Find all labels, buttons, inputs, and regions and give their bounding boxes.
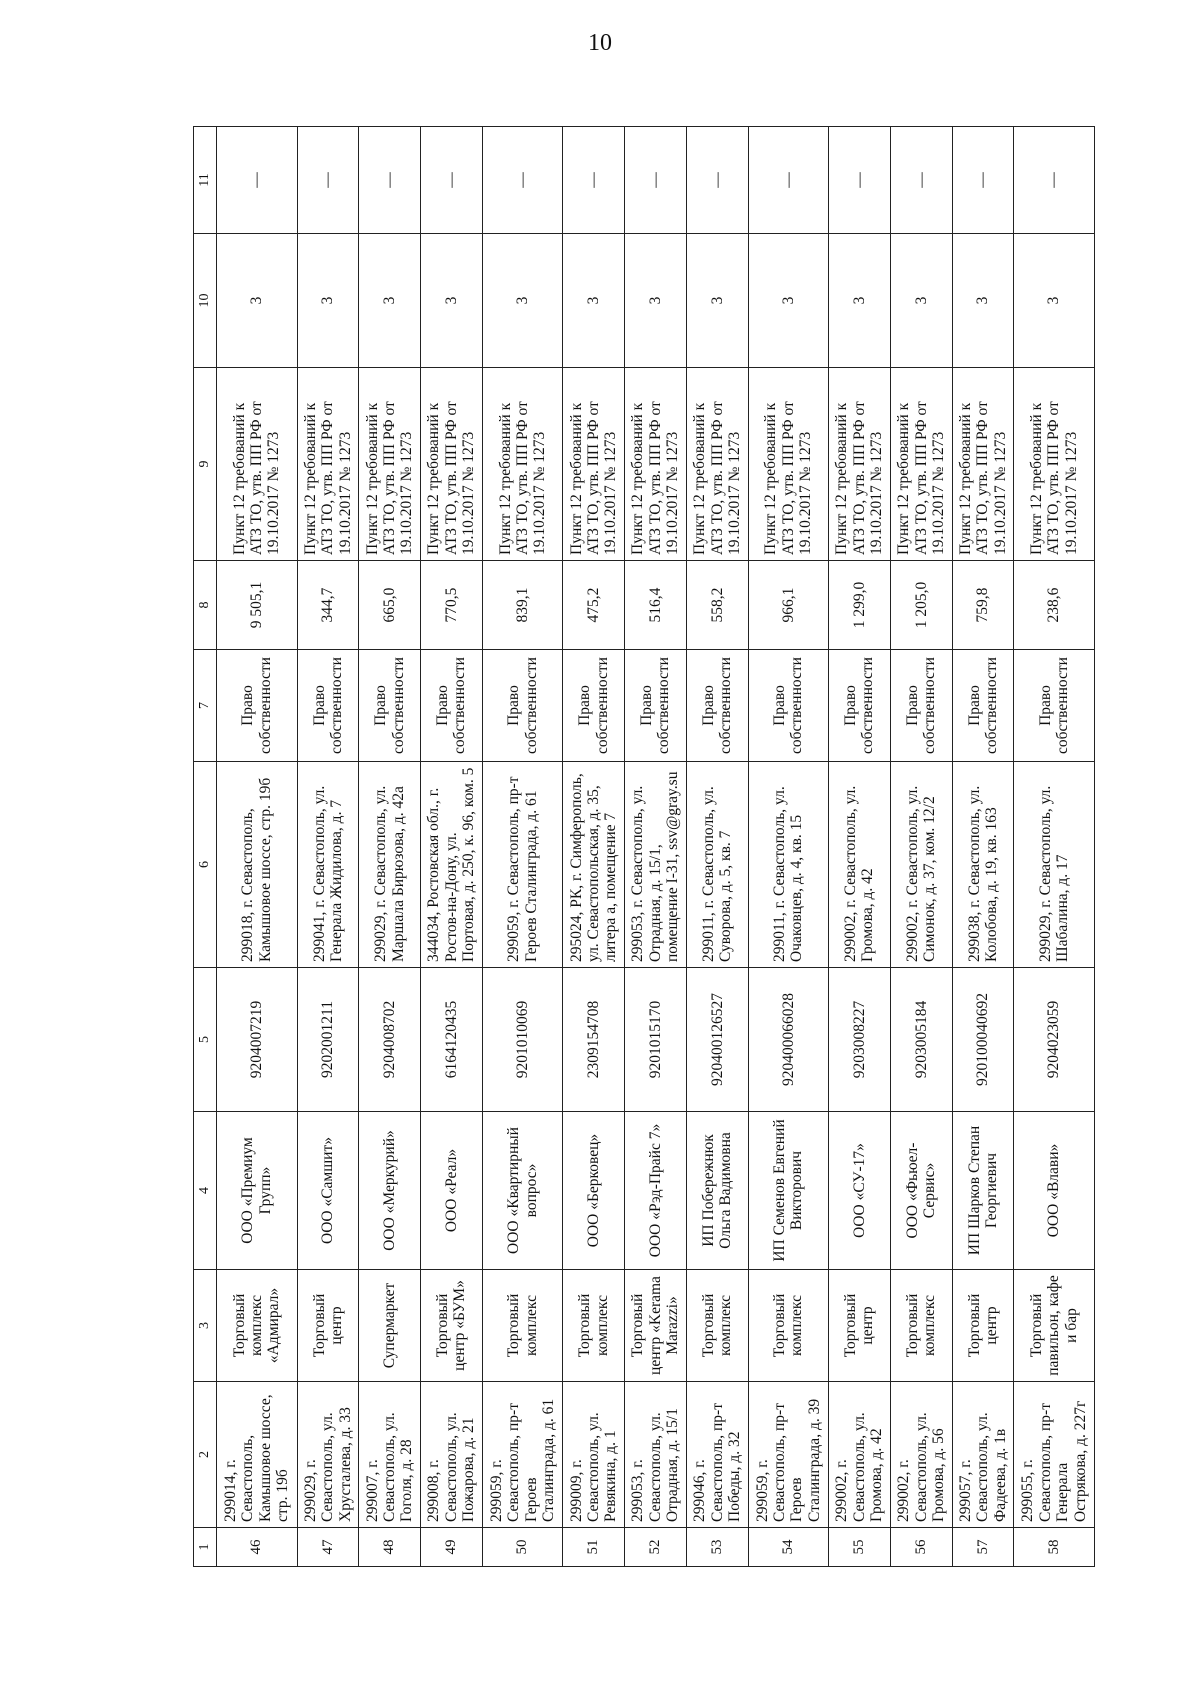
ownership-right: Право собственности xyxy=(359,650,421,762)
table-row xyxy=(1014,127,1095,1567)
object-category: 3 xyxy=(359,234,421,368)
object-type: Торговый комплекс xyxy=(482,1270,563,1382)
object-address: 299002, г. Севастополь, ул. Громова, д. 56 xyxy=(890,1382,952,1528)
owner-legal-address: 299059, г. Севастополь, пр-т Героев Сталинграда, д. 61 xyxy=(482,762,563,968)
owner-name: ИП Семенов Евгений Викторович xyxy=(748,1112,829,1270)
table-row xyxy=(686,127,748,1567)
object-address: 299009, г. Севастополь, ул. Ревякина, д. 1 xyxy=(563,1382,625,1528)
column-number-cell: 9 xyxy=(194,368,217,561)
extra-column: — xyxy=(563,127,625,234)
object-type: Торговый комплекс xyxy=(686,1270,748,1382)
table-row xyxy=(297,127,359,1567)
column-number-cell: 4 xyxy=(194,1112,217,1270)
owner-inn: 9202001211 xyxy=(297,968,359,1112)
object-category: 3 xyxy=(686,234,748,368)
owner-name: ИП Шарков Степан Георгиевич xyxy=(952,1112,1014,1270)
category-basis: Пункт 12 требований к АТЗ ТО, утв. ПП РФ от 19.10.2017 № 1273 xyxy=(1014,368,1095,561)
table-row xyxy=(482,127,563,1567)
object-address: 299057, г. Севастополь, ул. Фадеева, д. 1в xyxy=(952,1382,1014,1528)
table-body xyxy=(217,127,1095,1567)
object-address: 299059, г. Севастополь, пр-т Героев Сталинграда, д. 39 xyxy=(748,1382,829,1528)
owner-inn: 9201010069 xyxy=(482,968,563,1112)
column-number-cell: 7 xyxy=(194,650,217,762)
extra-column: — xyxy=(890,127,952,234)
object-category: 3 xyxy=(217,234,298,368)
category-basis: Пункт 12 требований к АТЗ ТО, утв. ПП РФ от 19.10.2017 № 1273 xyxy=(952,368,1014,561)
column-number-cell: 2 xyxy=(194,1382,217,1528)
ownership-right: Право собственности xyxy=(890,650,952,762)
owner-name: ООО «Берковец» xyxy=(563,1112,625,1270)
object-type: Супермаркет xyxy=(359,1270,421,1382)
object-category: 3 xyxy=(625,234,687,368)
extra-column: — xyxy=(625,127,687,234)
owner-legal-address: 299018, г. Севастополь, Камышовое шоссе, стр. 19б xyxy=(217,762,298,968)
object-area: 9 505,1 xyxy=(217,561,298,650)
object-area: 558,2 xyxy=(686,561,748,650)
table-row xyxy=(890,127,952,1567)
owner-legal-address: 295024, РК, г. Симферополь, ул. Севастопольская, д. 35, литера а, помещение 7 xyxy=(563,762,625,968)
owner-legal-address: 299029, г. Севастополь, ул. Шабалина, д. 17 xyxy=(1014,762,1095,968)
table-row xyxy=(829,127,891,1567)
column-number-cell: 10 xyxy=(194,234,217,368)
owner-legal-address: 299053, г. Севастополь, ул. Отрадная, д. 15/1, помещение I-31, ssv@gray.su xyxy=(625,762,687,968)
extra-column: — xyxy=(748,127,829,234)
owner-legal-address: 299041, г. Севастополь, ул. Генерала Жидилова, д. 7 xyxy=(297,762,359,968)
owner-inn: 2309154708 xyxy=(563,968,625,1112)
ownership-right: Право собственности xyxy=(1014,650,1095,762)
owner-inn: 6164120435 xyxy=(421,968,483,1112)
object-address: 299014, г. Севастополь, Камышовое шоссе, стр. 19б xyxy=(217,1382,298,1528)
column-number-cell: 8 xyxy=(194,561,217,650)
row-number: 52 xyxy=(625,1528,687,1567)
category-basis: Пункт 12 требований к АТЗ ТО, утв. ПП РФ от 19.10.2017 № 1273 xyxy=(829,368,891,561)
column-number-cell: 1 xyxy=(194,1528,217,1567)
extra-column: — xyxy=(421,127,483,234)
object-area: 475,2 xyxy=(563,561,625,650)
ownership-right: Право собственности xyxy=(297,650,359,762)
owner-inn: 9204008702 xyxy=(359,968,421,1112)
object-category: 3 xyxy=(890,234,952,368)
object-category: 3 xyxy=(421,234,483,368)
category-basis: Пункт 12 требований к АТЗ ТО, утв. ПП РФ от 19.10.2017 № 1273 xyxy=(686,368,748,561)
ownership-right: Право собственности xyxy=(625,650,687,762)
object-address: 299059, г. Севастополь, пр-т Героев Сталинграда, д. 61 xyxy=(482,1382,563,1528)
owner-inn: 920100040692 xyxy=(952,968,1014,1112)
owner-legal-address: 299011, г. Севастополь, ул. Суворова, д. 5, кв. 7 xyxy=(686,762,748,968)
object-address: 299046, г. Севастополь, пр-т Победы, д. 32 xyxy=(686,1382,748,1528)
owner-inn: 9203005184 xyxy=(890,968,952,1112)
object-area: 770,5 xyxy=(421,561,483,650)
rotated-table-container xyxy=(193,127,1095,1567)
object-address: 299008, г. Севастополь, ул. Пожарова, д. 21 xyxy=(421,1382,483,1528)
row-number: 50 xyxy=(482,1528,563,1567)
ownership-right: Право собственности xyxy=(421,650,483,762)
object-type: Торговый комплекс xyxy=(748,1270,829,1382)
row-number: 47 xyxy=(297,1528,359,1567)
owner-name: ООО «Фьюел-Сервис» xyxy=(890,1112,952,1270)
row-number: 49 xyxy=(421,1528,483,1567)
category-basis: Пункт 12 требований к АТЗ ТО, утв. ПП РФ от 19.10.2017 № 1273 xyxy=(482,368,563,561)
owner-legal-address: 299011, г. Севастополь, ул. Очаковцев, д. 4, кв. 15 xyxy=(748,762,829,968)
table-row xyxy=(421,127,483,1567)
object-area: 1 205,0 xyxy=(890,561,952,650)
object-address: 299053, г. Севастополь, ул. Отрадная, д. 15/1 xyxy=(625,1382,687,1528)
row-number: 55 xyxy=(829,1528,891,1567)
extra-column: — xyxy=(686,127,748,234)
category-basis: Пункт 12 требований к АТЗ ТО, утв. ПП РФ от 19.10.2017 № 1273 xyxy=(421,368,483,561)
table-row xyxy=(563,127,625,1567)
owner-name: ООО «Премиум Групп» xyxy=(217,1112,298,1270)
object-type: Торговый центр xyxy=(297,1270,359,1382)
category-basis: Пункт 12 требований к АТЗ ТО, утв. ПП РФ от 19.10.2017 № 1273 xyxy=(625,368,687,561)
ownership-right: Право собственности xyxy=(829,650,891,762)
owner-inn: 9204007219 xyxy=(217,968,298,1112)
ownership-right: Право собственности xyxy=(952,650,1014,762)
row-number: 57 xyxy=(952,1528,1014,1567)
object-type: Торговый павильон, кафе и бар xyxy=(1014,1270,1095,1382)
row-number: 51 xyxy=(563,1528,625,1567)
object-category: 3 xyxy=(748,234,829,368)
column-number-cell: 6 xyxy=(194,762,217,968)
owner-inn: 920400126527 xyxy=(686,968,748,1112)
object-area: 966,1 xyxy=(748,561,829,650)
owner-inn: 9204023059 xyxy=(1014,968,1095,1112)
object-type: Торговый центр «Kerama Marazzi» xyxy=(625,1270,687,1382)
owner-name: ООО «Квартирный вопрос» xyxy=(482,1112,563,1270)
owner-name: ООО «СУ-17» xyxy=(829,1112,891,1270)
owner-legal-address: 299002, г. Севастополь, ул. Громова, д. 42 xyxy=(829,762,891,968)
row-number: 56 xyxy=(890,1528,952,1567)
owner-legal-address: 299002, г. Севастополь, ул. Симонок, д. 37, ком. 12/2 xyxy=(890,762,952,968)
owner-legal-address: 344034, Ростовская обл., г. Ростов-на-Дону, ул. Портовая, д. 250, к. 96, ком. 5 xyxy=(421,762,483,968)
row-number: 48 xyxy=(359,1528,421,1567)
ownership-right: Право собственности xyxy=(686,650,748,762)
object-type: Торговый центр xyxy=(829,1270,891,1382)
owner-inn: 920400066028 xyxy=(748,968,829,1112)
owner-name: ООО «Рэд-Прайс 7» xyxy=(625,1112,687,1270)
extra-column: — xyxy=(297,127,359,234)
row-number: 58 xyxy=(1014,1528,1095,1567)
row-number: 54 xyxy=(748,1528,829,1567)
object-area: 516,4 xyxy=(625,561,687,650)
object-category: 3 xyxy=(829,234,891,368)
category-basis: Пункт 12 требований к АТЗ ТО, утв. ПП РФ от 19.10.2017 № 1273 xyxy=(359,368,421,561)
extra-column: — xyxy=(1014,127,1095,234)
table-row xyxy=(359,127,421,1567)
object-type: Торговый центр «БУМ» xyxy=(421,1270,483,1382)
row-number: 46 xyxy=(217,1528,298,1567)
owner-legal-address: 299029, г. Севастополь, ул. Маршала Бирюзова, д. 42а xyxy=(359,762,421,968)
page-number: 10 xyxy=(588,30,612,56)
object-category: 3 xyxy=(482,234,563,368)
object-type: Торговый комплекс xyxy=(890,1270,952,1382)
owner-name: ИП Побережнюк Ольга Вадимовна xyxy=(686,1112,748,1270)
owner-name: ООО «Влави» xyxy=(1014,1112,1095,1270)
owner-name: ООО «Самшит» xyxy=(297,1112,359,1270)
object-area: 1 299,0 xyxy=(829,561,891,650)
ownership-right: Право собственности xyxy=(217,650,298,762)
object-category: 3 xyxy=(952,234,1014,368)
ownership-right: Право собственности xyxy=(563,650,625,762)
extra-column: — xyxy=(952,127,1014,234)
object-address: 299055, г. Севастополь, пр-т Генерала Острякова, д. 227г xyxy=(1014,1382,1095,1528)
table-row xyxy=(217,127,298,1567)
object-area: 344,7 xyxy=(297,561,359,650)
owner-inn: 9201015170 xyxy=(625,968,687,1112)
object-category: 3 xyxy=(563,234,625,368)
object-address: 299007, г. Севастополь, ул. Гоголя, д. 28 xyxy=(359,1382,421,1528)
extra-column: — xyxy=(217,127,298,234)
object-type: Торговый комплекс «Адмирал» xyxy=(217,1270,298,1382)
category-basis: Пункт 12 требований к АТЗ ТО, утв. ПП РФ от 19.10.2017 № 1273 xyxy=(217,368,298,561)
owner-inn: 9203008227 xyxy=(829,968,891,1112)
object-area: 238,6 xyxy=(1014,561,1095,650)
object-address: 299029, г. Севастополь, ул. Хрусталева, д. 33 xyxy=(297,1382,359,1528)
owner-name: ООО «Меркурий» xyxy=(359,1112,421,1270)
column-number-cell: 11 xyxy=(194,127,217,234)
object-type: Торговый комплекс xyxy=(563,1270,625,1382)
row-number: 53 xyxy=(686,1528,748,1567)
category-basis: Пункт 12 требований к АТЗ ТО, утв. ПП РФ от 19.10.2017 № 1273 xyxy=(890,368,952,561)
extra-column: — xyxy=(829,127,891,234)
registry-table xyxy=(193,126,1095,1567)
owner-name: ООО «Реал» xyxy=(421,1112,483,1270)
object-category: 3 xyxy=(1014,234,1095,368)
table-row xyxy=(952,127,1014,1567)
object-address: 299002, г. Севастополь, ул. Громова, д. 42 xyxy=(829,1382,891,1528)
ownership-right: Право собственности xyxy=(748,650,829,762)
owner-legal-address: 299038, г. Севастополь, ул. Колобова, д. 19, кв. 163 xyxy=(952,762,1014,968)
category-basis: Пункт 12 требований к АТЗ ТО, утв. ПП РФ от 19.10.2017 № 1273 xyxy=(563,368,625,561)
ownership-right: Право собственности xyxy=(482,650,563,762)
extra-column: — xyxy=(359,127,421,234)
object-area: 839,1 xyxy=(482,561,563,650)
table-row xyxy=(625,127,687,1567)
object-category: 3 xyxy=(297,234,359,368)
object-area: 759,8 xyxy=(952,561,1014,650)
category-basis: Пункт 12 требований к АТЗ ТО, утв. ПП РФ от 19.10.2017 № 1273 xyxy=(748,368,829,561)
category-basis: Пункт 12 требований к АТЗ ТО, утв. ПП РФ от 19.10.2017 № 1273 xyxy=(297,368,359,561)
column-number-cell: 3 xyxy=(194,1270,217,1382)
column-number-row xyxy=(194,127,217,1567)
table-row xyxy=(748,127,829,1567)
column-number-cell: 5 xyxy=(194,968,217,1112)
extra-column: — xyxy=(482,127,563,234)
object-type: Торговый центр xyxy=(952,1270,1014,1382)
object-area: 665,0 xyxy=(359,561,421,650)
